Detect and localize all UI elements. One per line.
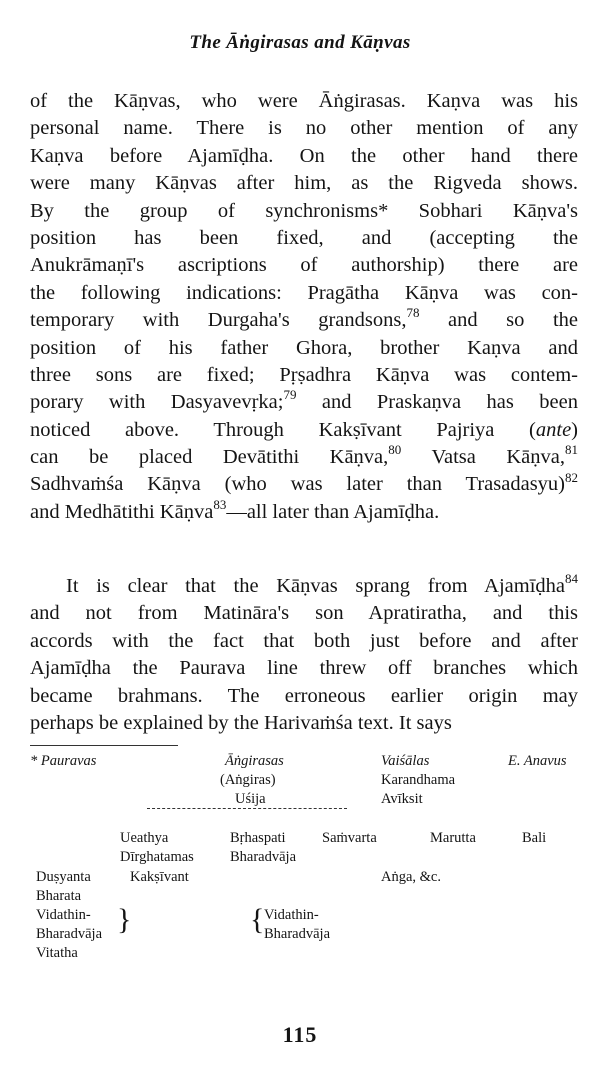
text-line: three sons are fixed; Pṛṣadhra Kāṇva was contem-	[30, 363, 578, 386]
text-segment: Vatsa Kāṇva,	[401, 446, 565, 469]
text-line	[30, 573, 578, 600]
text-segment: porary with Dasyavevṛka;	[30, 391, 284, 414]
aviksit: Avīksit	[381, 791, 423, 807]
text-segment: Sadhvaṁśa Kāṇva (who was later than Trasadasyu)	[30, 473, 565, 496]
left-brace: {	[250, 903, 265, 936]
page-number: 115	[282, 1022, 318, 1047]
text-line	[30, 307, 578, 334]
italic-term: ante	[535, 418, 572, 441]
footnote-ref: 82	[565, 469, 578, 485]
text-line: Anukrāmaṇī's ascriptions of authorship) there are	[30, 254, 578, 277]
karandhama: Karandhama	[381, 772, 456, 788]
footnote-ref: 79	[283, 387, 297, 403]
text-line: perhaps be explained by the Harivaṁśa text. It says	[30, 711, 452, 734]
descent-line	[147, 808, 347, 809]
text-segment: —all later than Ajamīḍha.	[226, 500, 440, 523]
bharadvaja-right: Bharadvāja	[264, 926, 331, 942]
bharadvaja-left: Bharadvāja	[36, 926, 103, 942]
text-line: Kaṇva before Ajamīḍha. On the other hand there	[30, 144, 578, 167]
paragraph-1	[30, 88, 578, 526]
kaksivant: Kakṣīvant	[130, 869, 189, 885]
text-line	[30, 499, 578, 526]
samvarta: Saṁvarta	[322, 830, 377, 846]
running-header: The Āṅgirasas and Kāṇvas	[189, 32, 411, 53]
bharata: Bharata	[36, 888, 82, 904]
ueathya: Ueathya	[120, 830, 169, 846]
angiras: (Aṅgiras)	[220, 772, 276, 788]
col-vaisalas: Vaiśālas	[381, 753, 430, 769]
text-line: and not from Matināra's son Apratiratha, and this	[30, 602, 578, 625]
vidathin-left: Vidathin-	[36, 907, 91, 923]
dirghatamas: Dīrghatamas	[120, 849, 194, 865]
text-line	[30, 389, 578, 416]
vitatha: Vitatha	[36, 945, 78, 961]
footnote-ref: 80	[388, 442, 402, 458]
text-line: were many Kāṇvas after him, as the Rigveda shows.	[30, 172, 578, 195]
dusyanta: Duṣyanta	[36, 869, 91, 885]
text-line	[30, 471, 578, 498]
text-line	[30, 444, 578, 471]
marutta: Marutta	[430, 830, 476, 846]
text-segment: noticed above. Through Kakṣīvant Pajriya (	[30, 418, 536, 441]
col-angirasas: Āṅgirasas	[225, 753, 284, 769]
paragraph-2	[30, 573, 578, 737]
text-segment: temporary with Durgaha's grandsons,	[30, 309, 407, 332]
footnote-ref: 83	[213, 497, 227, 513]
text-segment: It is clear that the Kāṇvas sprang from Ajamīḍha	[66, 575, 565, 597]
usija: Uśija	[235, 791, 266, 807]
right-brace: }	[117, 903, 132, 936]
text-line: Ajamīḍha the Paurava line threw off branches which	[30, 657, 578, 680]
bali: Bali	[522, 830, 547, 846]
footnote-ref: 81	[565, 442, 578, 458]
footnote-ref: 84	[565, 571, 578, 587]
text-line: personal name. There is no other mention of any	[30, 117, 578, 140]
text-segment: )	[571, 418, 578, 441]
text-segment: and Medhātithi Kāṇva	[30, 500, 214, 523]
text-line: the following indications: Pragātha Kāṇva was con-	[30, 281, 578, 304]
vidathin-right: Vidathin-	[264, 907, 319, 923]
text-line	[30, 417, 578, 444]
text-line: accords with the fact that both just before and after	[30, 629, 578, 652]
text-line: became brahmans. The erroneous earlier origin may	[30, 684, 578, 707]
bharadvaja: Bharadvāja	[230, 849, 297, 865]
brhaspati: Bṛhaspati	[230, 830, 286, 846]
col-anavas: E. Anavus	[508, 753, 567, 769]
text-line: By the group of synchronisms* Sobhari Kāṇva's	[30, 199, 578, 222]
text-line: position of his father Ghora, brother Kaṇva and	[30, 336, 578, 359]
footnote-rule	[30, 745, 178, 746]
text-segment: and Praskaṇva has been	[296, 391, 578, 414]
text-segment: and so the	[419, 309, 579, 332]
text-line: of the Kāṇvas, who were Āṅgirasas. Kaṇva was his	[30, 90, 578, 112]
text-segment: can be placed Devātithi Kāṇva,	[30, 446, 389, 469]
footnote-ref: 78	[406, 305, 420, 321]
anga: Aṅga, &c.	[381, 869, 441, 885]
col-pauravas: * Pauravas	[30, 753, 97, 769]
text-line: position has been fixed, and (accepting the	[30, 226, 578, 249]
